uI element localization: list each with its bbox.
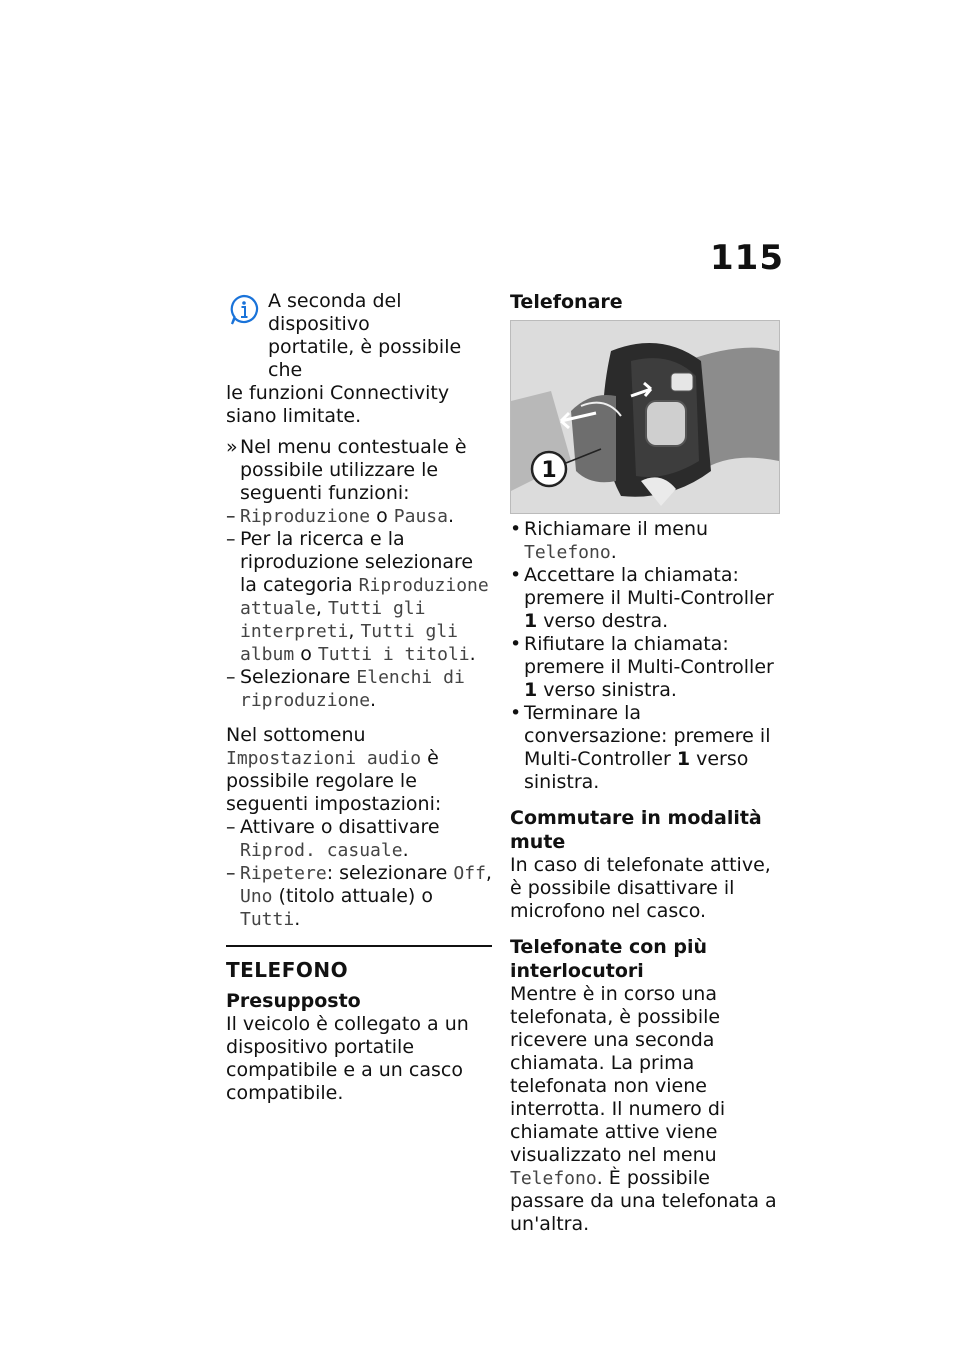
handlebar-illustration: [511, 321, 779, 513]
note-text-line1: A seconda del dispositivo: [268, 290, 402, 335]
list-item: – Ripetere: selezionare Off, Uno (titolo attuale) o Tutti.: [226, 862, 492, 930]
submenu-paragraph: Nel sottomenu Impostazioni audio è possibile regolare le seguenti impostazioni:: [226, 724, 442, 815]
note-text-rest: le funzioni Connectivity siano limitate.: [226, 382, 450, 427]
left-column: [226, 290, 492, 1105]
list-item: – Per la ricerca e la riproduzione selezionare la categoria Riproduzione attuale, Tutti gli interpreti, Tutti gli album o Tutti i titoli.: [226, 528, 489, 665]
section-divider: [226, 945, 492, 947]
list-item: • Rifiutare la chiamata: premere il Multi-Controller 1 verso sinistra.: [510, 633, 774, 701]
multi-call-heading: Telefonate con più interlocutori: [510, 936, 708, 982]
requirement-heading: Presupposto: [226, 990, 361, 1012]
list-item: – Attivare o disattivare Riprod. casuale.: [226, 816, 440, 861]
arrow-marker: »: [226, 436, 238, 458]
list-item: • Richiamare il menu Telefono.: [510, 518, 709, 563]
handlebar-figure: [510, 320, 780, 514]
mute-text: In caso di telefonate attive, è possibile disattivare il microfono nel casco.: [510, 854, 771, 922]
figure-callout-label: 1: [541, 458, 557, 483]
mute-heading: Commutare in modalità mute: [510, 807, 762, 853]
section-title: TELEFONO: [226, 958, 349, 982]
requirement-text: Il veicolo è collegato a un dispositivo portatile compatibile e a un casco compatibile.: [226, 1013, 469, 1104]
info-note: [226, 290, 492, 428]
list-item: • Terminare la conversazione: premere il Multi-Controller 1 verso sinistra.: [510, 702, 771, 793]
info-icon: [226, 292, 262, 328]
context-menu-intro: » Nel menu contestuale è possibile utilizzare le seguenti funzioni:: [226, 436, 467, 504]
list-item: – Selezionare Elenchi di riproduzione.: [226, 666, 465, 711]
list-item: – Riproduzione o Pausa.: [226, 505, 454, 527]
note-text-line2: portatile, è possibile che: [268, 336, 462, 381]
phone-heading: Telefonare: [510, 291, 623, 313]
multi-call-text: Mentre è in corso una telefonata, è possibile ricevere una seconda chiamata. La prima telefonata non viene interrotta. Il numero di chiamate attive viene visualizzato nel menu Telefono. È possibile passare da una telefonata a un'altra.: [510, 983, 777, 1235]
page-number: 115: [710, 238, 784, 278]
list-item: • Accettare la chiamata: premere il Multi-Controller 1 verso destra.: [510, 564, 774, 632]
right-column: [510, 290, 782, 1236]
